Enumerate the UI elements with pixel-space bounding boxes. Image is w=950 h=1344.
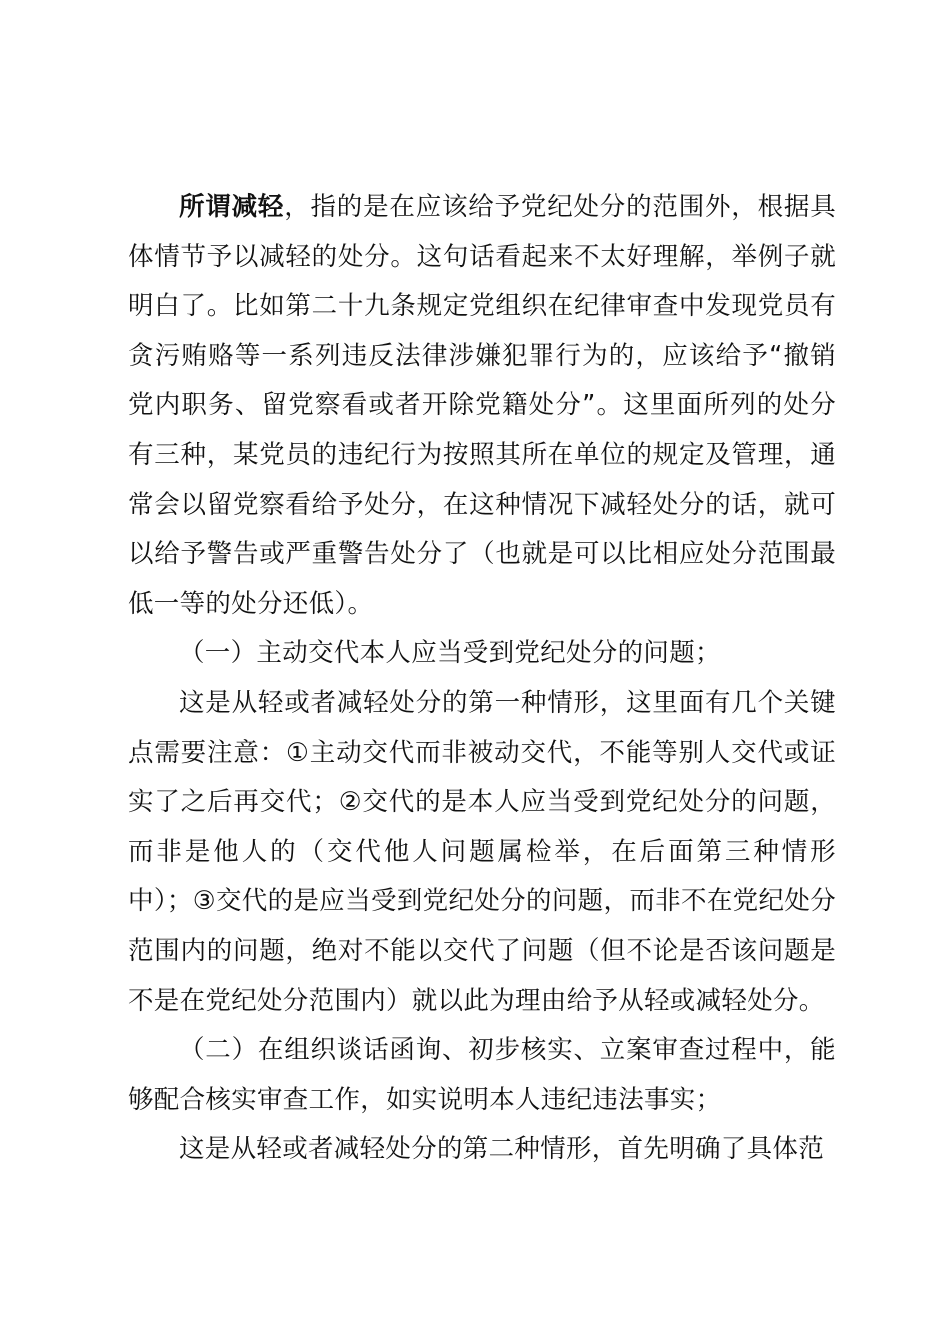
heading-case-one: （一）主动交代本人应当受到党纪处分的问题； — [179, 638, 721, 669]
document-body — [128, 183, 836, 1175]
heading-case-two: （二）在组织谈话函询、初步核实、立案审查过程中，能够配合核实审查工作，如实说明本人违纪违法事实； — [128, 1035, 836, 1115]
paragraph-case-two-explanation: 这是从轻或者减轻处分的第二种情形，首先明确了具体范 — [179, 1134, 825, 1165]
paragraph-text: ，指的是在应该给予党纪处分的范围外，根据具体情节予以减轻的处分。这句话看起来不太好理解，举例子就明白了。比如第二十九条规定党组织在纪律审查中发现党员有贪污贿赂等一系列违反法律涉嫌犯罪行为的，应该给予“撤销党内职务、留党察看或者开除党籍处分”。这里面所列的处分有三种，某党员的违纪行为按照其所在单位的规定及管理，通常会以留党察看给予处分，在这种情况下减轻处分的话，就可以给予警告或严重警告处分了（也就是可以比相应处分范围最低一等的处分还低）。 — [128, 192, 836, 619]
paragraph-lead-term: 所谓减轻 — [179, 192, 285, 222]
paragraph-reduction-definition — [128, 183, 836, 629]
paragraph-case-one-explanation: 这是从轻或者减轻处分的第一种情形，这里面有几个关键点需要注意：①主动交代而非被动交代，不能等别人交代或证实了之后再交代；②交代的是本人应当受到党纪处分的问题，而非是他人的（交代他人问题属检举，在后面第三种情形中）；③交代的是应当受到党纪处分的问题，而非不在党纪处分范围内的问题，绝对不能以交代了问题（但不论是否该问题是不是在党纪处分范围内）就以此为理由给予从轻或减轻处分。 — [128, 687, 836, 1016]
